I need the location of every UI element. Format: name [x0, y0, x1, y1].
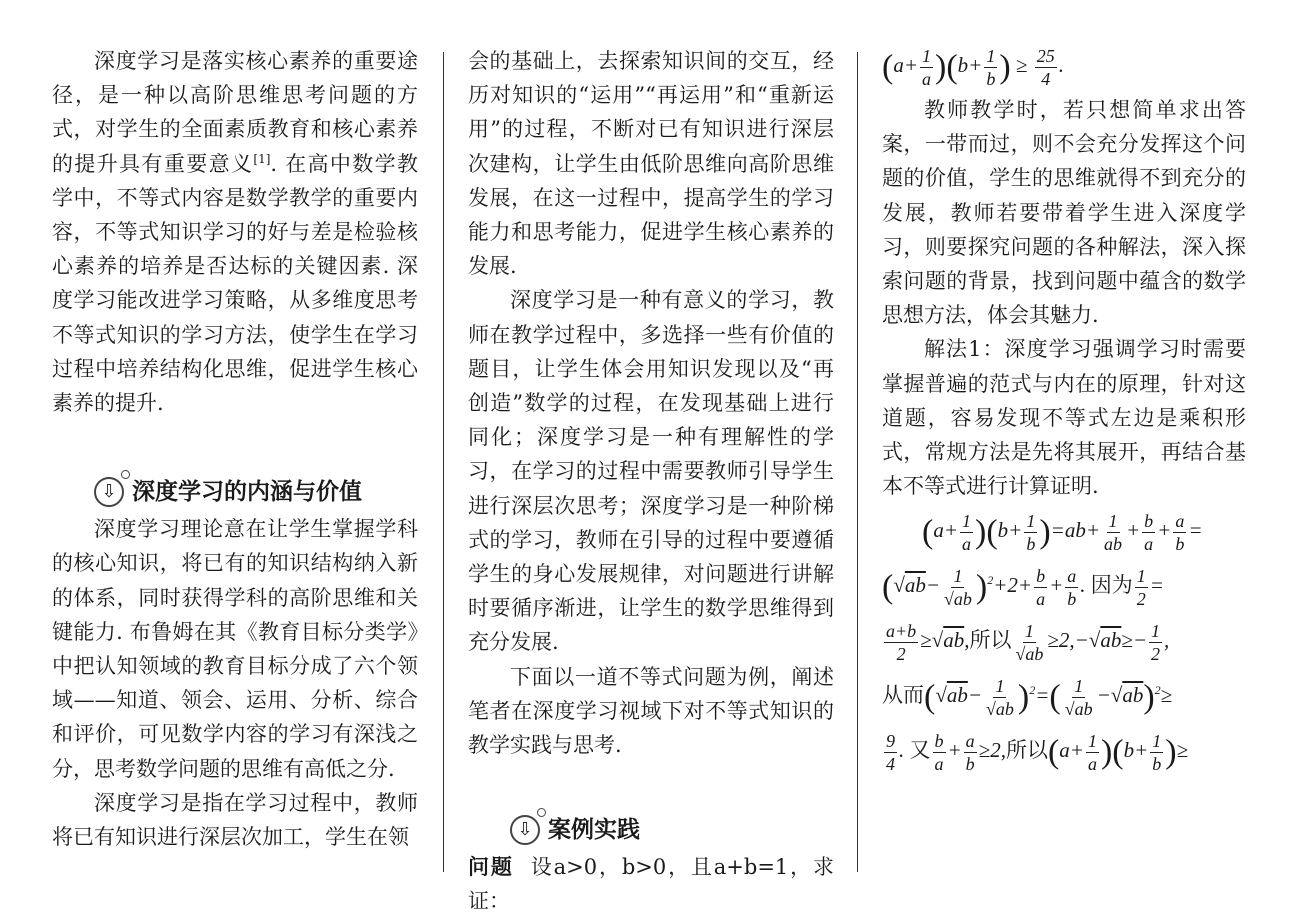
paragraph-intro	[52, 44, 418, 420]
problem-statement	[468, 850, 834, 918]
paragraph-example-intro: 下面以一道不等式问题为例，阐述笔者在深度学习视域下对不等式知识的教学实践与思考.	[468, 664, 834, 758]
so-word: 所以	[969, 628, 1012, 653]
citation-ref: [1]	[253, 151, 271, 166]
column-3	[882, 44, 1246, 778]
column-2	[468, 44, 834, 919]
equation-expand: (a+ $\frac{1}{a}$ )(b+ $\frac{1}{b}$ )=ab+ $\frac{1}{ab}$ + $\frac{b}{a}$ + $\frac{a}{b}$ =	[922, 511, 1203, 555]
paragraph-teaching-note: 教师教学时，若只想简单求出答案，一带而过，则不会充分发挥这个问题的价值，学生的思维就得不到充分的发展，教师若要带着学生进入深度学习，则要探究问题的各种解法，深入探索问题的背景，找到问题中蕴含的数学思想方法，体会其魅力.	[882, 98, 1246, 328]
section-title-2: 案例实践	[548, 817, 640, 844]
equation-thus: 从而(√ab− $\frac{1}{√ab}$ )$^2$=( $\frac{1}{√ab}$ −√ab)$^2$≥	[882, 676, 1173, 720]
because-word: 因为	[1090, 573, 1133, 598]
problem-label: 问题	[468, 855, 514, 880]
equation-square: (√ab− $\frac{1}{√ab}$ )$^2$+2+ $\frac{b}{a}$ + $\frac{a}{b}$ . 因为 $\frac{1}{2}$ =	[882, 566, 1164, 610]
and-word: 又	[909, 738, 931, 763]
equation-final: $\frac{9}{4}$ . 又 $\frac{b}{a}$ + $\frac{a}{b}$ ≥2,所以(a+ $\frac{1}{a}$ )(b+ $\frac{1}{b}$ )≥	[886, 731, 1189, 775]
problem-text: 设a>0，b>0，且a+b=1，求证：	[468, 855, 835, 914]
paragraph-meaningful-learning: 深度学习是一种有意义的学习，教师在教学过程中，多选择一些有价值的题目，让学生体会用知识发现以及“再创造”数学的过程，在发现基础上进行同化；深度学习是一种有理解性的学习，在学习的过程中需要教师引导学生进行深层次思考；深度学习是一种阶梯式的学习，教师在引导的过程中要遵循学生的身心发展规律，对问题进行讲解时要循序渐进，让学生的数学思维得到充分发展.	[468, 288, 834, 655]
paragraph-continuation: 会的基础上，去探索知识间的交互，经历对知识的“运用”“再运用”和“重新运用”的过程，不断对已有知识进行深层次建构，让学生由低阶思维向高阶思维发展，在这一过程中，提高学生的学习能力和思考能力，促进学生核心素养的发展.	[468, 49, 834, 279]
section-title-1: 深度学习的内涵与价值	[132, 479, 362, 506]
section-heading-1	[52, 472, 418, 512]
equation-am-gm: $\frac{a+b}{2}$ ≥√ab,所以 $\frac{1}{√ab}$ ≥2,−√ab≥− $\frac{1}{2}$ ,	[886, 621, 1170, 665]
column-divider-1	[443, 52, 444, 872]
goal-numerator: 25	[1036, 45, 1055, 66]
thus-word: 从而	[882, 683, 924, 708]
down-arrow-icon: ⇩	[94, 477, 124, 507]
section-heading-2	[468, 810, 834, 850]
goal-denominator: 4	[1041, 68, 1051, 89]
paragraph-solution-1: 解法1：深度学习强调学习时需要掌握普遍的范式与内在的原理，针对这道题，容易发现不等式左边是乘积形式，常规方法是先将其展开，再结合基本不等式进行计算证明.	[882, 337, 1246, 499]
equation-goal: (a+ $\frac{1}{a}$ )(b+ $\frac{1}{b}$ ) ≥ $\frac{25}{4}$ .	[882, 45, 1064, 89]
so-word-2: 所以	[1005, 738, 1048, 763]
column-divider-2	[857, 52, 858, 872]
paragraph-deep-learning-def: 深度学习是指在学习过程中，教师将已有知识进行深层次加工，学生在领	[52, 790, 418, 850]
intro-text-2: . 在高中数学教学中，不等式内容是数学教学的重要内容，不等式知识学习的好与差是检验核心素养的培养是否达标的关键因素. 深度学习能改进学习策略，从多维度思考不等式知识的学习方法，使学生在学习过程中培养结构化思维，促进学生核心素养的提升.	[52, 151, 418, 416]
column-1	[52, 44, 418, 854]
down-arrow-icon: ⇩	[510, 815, 540, 845]
paragraph-deep-learning-theory: 深度学习理论意在让学生掌握学科的核心知识，将已有的知识结构纳入新的体系，同时获得学科的高阶思维和关键能力. 布鲁姆在其《教育目标分类学》中把认知领域的教育目标分成了六个领域——知道、领会、运用、分析、综合和评价，可见数学内容的学习有深浅之分，思考数学问题的思维有高低之分.	[52, 517, 418, 781]
intro-text: 深度学习是落实核心素养的重要途径，是一种以高阶思维思考问题的方式，对学生的全面素质教育和核心素养的提升具有重要意义	[52, 49, 418, 176]
geq-sign: ≥	[1015, 53, 1028, 77]
